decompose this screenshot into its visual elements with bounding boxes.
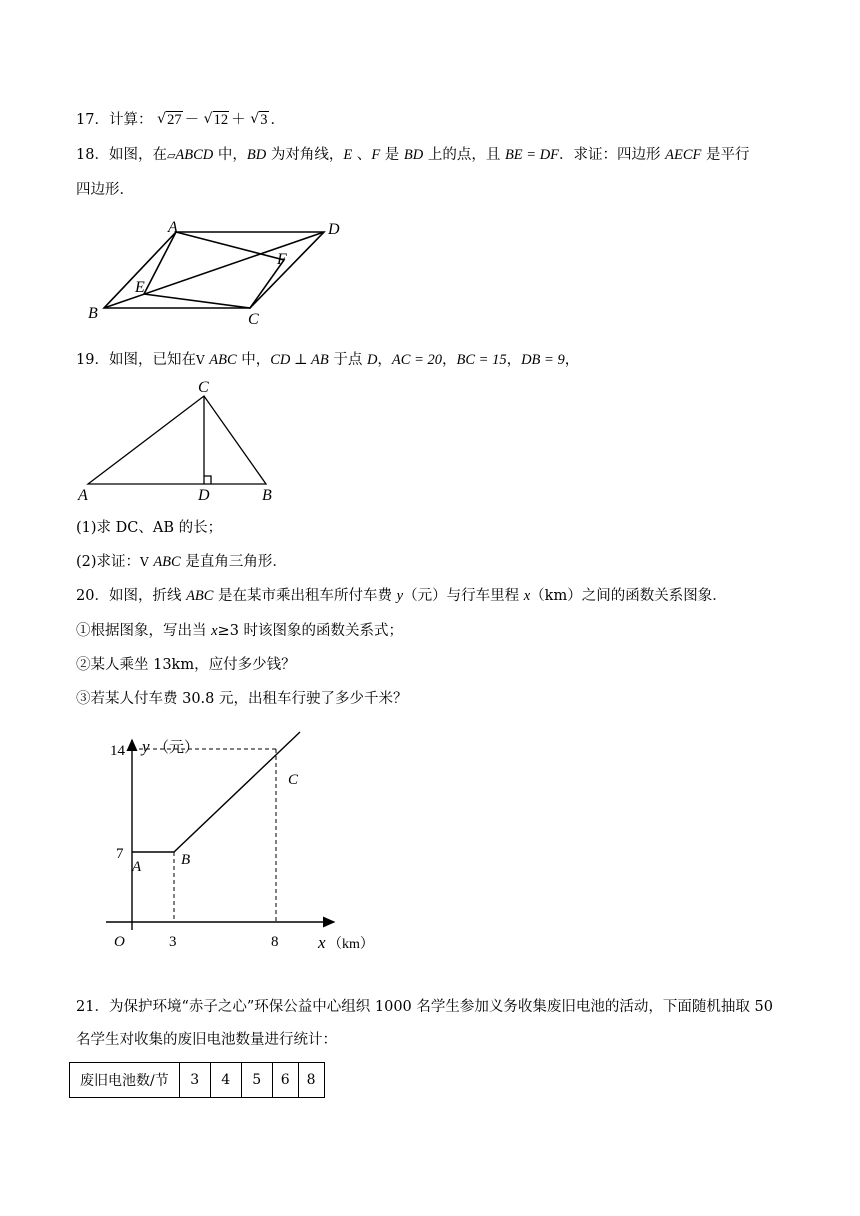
- point-a-label: A: [132, 859, 142, 875]
- radical-27: √ 27: [157, 110, 183, 130]
- table-cell: 5: [241, 1063, 272, 1098]
- math-abc: ABC: [186, 588, 214, 604]
- point-c-label: C: [288, 772, 299, 788]
- question-21-line-1: [76, 997, 773, 1017]
- y-tick-14: 14: [110, 743, 125, 759]
- x-axis-unit: （km）: [328, 937, 374, 952]
- x-tick-3: 3: [169, 934, 177, 950]
- text: 如图，在: [108, 147, 167, 163]
- text: 中，: [236, 352, 271, 368]
- fare-graph: [96, 728, 406, 968]
- plus-sign: ＋: [231, 112, 246, 128]
- text: ，: [564, 352, 580, 368]
- text: 为保护环境“赤子之心”环保公益中心组织 1000 名学生参加义务收集废旧电池的活动，下面随机抽取 50: [108, 999, 773, 1015]
- math-cd-perp-ab: CD ⊥ AB: [270, 352, 329, 368]
- x-tick-8: 8: [271, 934, 279, 950]
- parallelogram-symbol: ▱: [166, 149, 176, 162]
- label-c: C: [198, 379, 209, 396]
- text: ．求证：四边形: [559, 147, 666, 163]
- text: 是: [380, 147, 404, 163]
- triangle-abc: [88, 396, 266, 484]
- label-d: D: [198, 487, 210, 504]
- label-a: A: [78, 487, 88, 504]
- text: 是平行: [701, 147, 750, 163]
- question-19-part-1: (1)求 DC、AB 的长；: [76, 520, 223, 536]
- question-17: [76, 110, 285, 130]
- text: 如图，已知在: [108, 352, 196, 368]
- question-20-part-3: ③若某人付车费 30.8 元，出租车行驶了多少千米？: [76, 691, 408, 707]
- text: ，: [377, 352, 392, 368]
- period: ．: [270, 112, 286, 128]
- question-number: 17．: [76, 112, 109, 128]
- question-number: 21．: [76, 999, 109, 1015]
- math-d: D: [366, 352, 378, 368]
- y-axis-letter: y: [142, 737, 150, 756]
- text: (2)求证：: [76, 554, 141, 570]
- math-abc: ABC: [153, 554, 181, 570]
- y-axis-unit: （元）: [154, 740, 200, 756]
- text: （km）之间的函数关系图象．: [530, 588, 727, 604]
- table-cell: 3: [179, 1063, 210, 1098]
- math-abcd: ABCD: [175, 147, 214, 163]
- diagonal-bd: [104, 232, 324, 308]
- question-20: [76, 586, 727, 606]
- question-number: 18．: [76, 147, 109, 163]
- question-21-line-2: 名学生对收集的废旧电池数量进行统计：: [76, 1032, 337, 1048]
- math-be-df: BE = DF: [504, 147, 560, 163]
- text: ①根据图象，写出当: [76, 623, 212, 639]
- label-d: D: [328, 221, 340, 238]
- label-a: A: [168, 219, 178, 236]
- table-cell: 6: [272, 1063, 298, 1098]
- text: 如图，折线: [108, 588, 187, 604]
- label-f: F: [277, 251, 287, 268]
- question-20-part-2: ②某人乘坐 13km，应付多少钱？: [76, 657, 296, 673]
- table-row: [70, 1063, 325, 1098]
- math-bd: BD: [403, 147, 424, 163]
- question-number: 20．: [76, 588, 109, 604]
- battery-table: [69, 1062, 325, 1098]
- triangle-symbol: V: [140, 555, 149, 569]
- question-19-part-2: [76, 552, 287, 572]
- text: ，: [442, 352, 457, 368]
- text: ≥3 时该图象的函数关系式；: [217, 623, 404, 639]
- question-label: 计算：: [108, 112, 153, 128]
- text: 于点: [328, 352, 367, 368]
- label-b: B: [262, 487, 272, 504]
- label-c: C: [248, 311, 259, 328]
- origin-label: O: [114, 934, 125, 950]
- parallelogram-figure: [84, 212, 364, 327]
- label-b: B: [88, 305, 98, 322]
- math-x: x: [523, 588, 531, 604]
- question-18-line-2: 四边形．: [76, 182, 134, 198]
- math-y: y: [396, 588, 404, 604]
- math-bd: BD: [246, 147, 267, 163]
- text: 是在某市乘出租车所付车费: [213, 588, 397, 604]
- math-ac: AC = 20: [391, 352, 442, 368]
- right-angle-mark: [204, 476, 211, 484]
- x-axis-letter: x: [318, 933, 326, 952]
- text: 是直角三角形．: [180, 554, 287, 570]
- triangle-symbol: V: [195, 353, 205, 367]
- math-e: E: [343, 147, 353, 163]
- point-b-label: B: [181, 852, 191, 868]
- text: （元）与行车里程: [403, 588, 524, 604]
- math-db: DB = 9: [521, 352, 565, 368]
- question-19: [76, 350, 579, 370]
- question-18-line-1: [76, 145, 750, 166]
- math-bc: BC = 15: [456, 352, 507, 368]
- label-e: E: [135, 279, 145, 296]
- question-20-part-1: [76, 621, 403, 641]
- math-aecf: AECF: [665, 147, 702, 163]
- triangle-figure: [78, 376, 288, 506]
- math-f: F: [371, 147, 381, 163]
- math-x: x: [211, 623, 218, 639]
- math-abc: ABC: [209, 352, 237, 368]
- question-number: 19．: [76, 352, 109, 368]
- table-cell: 8: [298, 1063, 324, 1098]
- table-cell: 4: [210, 1063, 241, 1098]
- text: 中，: [213, 147, 247, 163]
- radical-12: √ 12: [204, 110, 230, 130]
- radical-3: √ 3: [250, 110, 268, 130]
- text: 为对角线，: [266, 147, 344, 163]
- text: ，: [506, 352, 522, 368]
- minus-sign: －: [184, 112, 200, 128]
- text: 、: [352, 147, 372, 163]
- table-header-cell: 废旧电池数/节: [70, 1063, 180, 1098]
- y-tick-7: 7: [116, 846, 124, 862]
- text: 上的点，且: [423, 147, 505, 163]
